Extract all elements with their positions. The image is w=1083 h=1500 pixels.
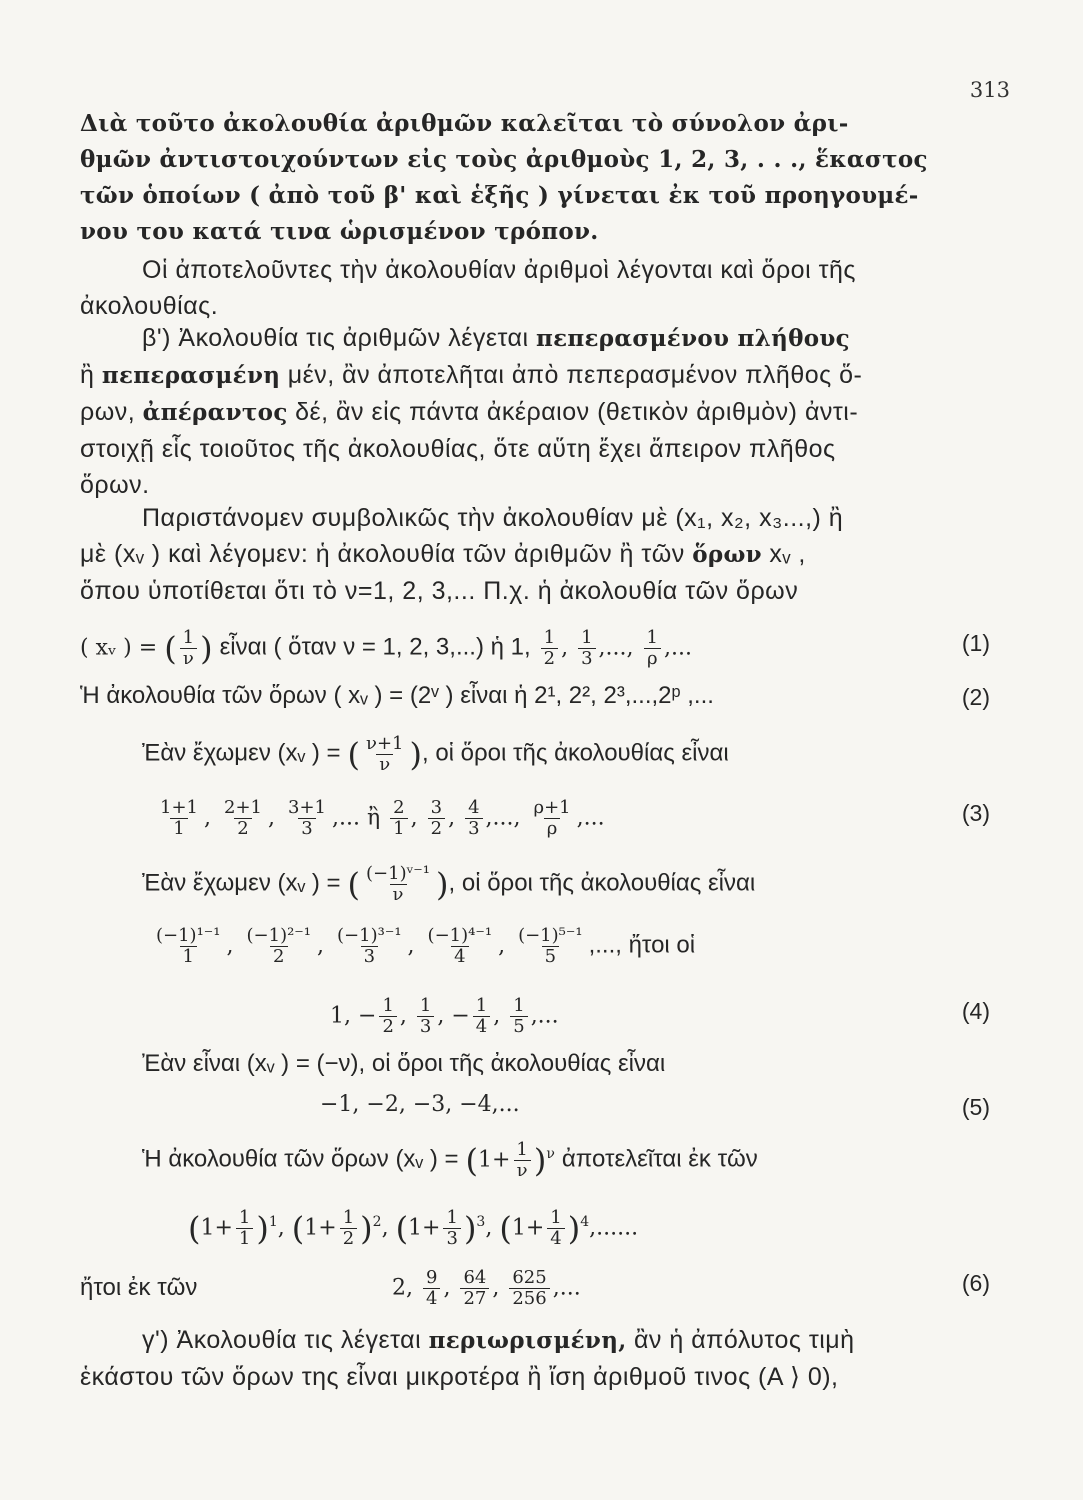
equation-number: (5) <box>961 1094 990 1120</box>
equation-number: (3) <box>961 800 990 826</box>
definition-line: νου του κατά τινα ὡρισμένον τρόπον. <box>80 218 599 245</box>
equation-4: 1, − $\frac{1}{2}$ , $\frac{1}{3}$ , − $\frac{1}{4}$ , $\frac{1}{5}$ ,... (4) <box>330 995 990 1037</box>
finite-paragraph <box>80 320 980 503</box>
equation-6-intro: Ἡ ἀκολουθία τῶν ὅρων (xᵥ ) = (1+ $\frac{1}{\nu}$ )$^\nu$ ἀποτελεῖται ἐκ τῶν <box>142 1139 758 1181</box>
equation-5-intro: Ἐὰν εἶναι (xᵥ ) = (−ν), οἱ ὅροι τῆς ἀκολουθίας εἶναι <box>142 1050 666 1077</box>
symbol-paragraph <box>80 500 980 609</box>
definition-line: τῶν ὁποίων ( ἀπὸ τοῦ β' καὶ ἑξῆς ) γίνεται ἐκ τοῦ προηγουμέ- <box>80 182 919 209</box>
equation-2: Ἡ ἀκολουθία τῶν ὅρων ( xᵥ ) = (2ᵛ ) εἶναι ἡ 2¹, 2², 2³,...,2ᵖ ,... (2) <box>80 682 990 710</box>
definition-line: Διὰ τοῦτο ἀκολουθία ἀριθμῶν καλεῖται τὸ σύνολον ἀρι- <box>80 110 849 137</box>
equation-number: (6) <box>961 1270 990 1296</box>
finite-line: στοιχῇ εἷς τοιοῦτος τῆς ἀκολουθίας, ὅτε αὕτη ἔχει ἄπειρον πλῆθος <box>80 435 836 463</box>
finite-line: ὅρων. <box>80 471 150 499</box>
symbol-line: ὅπου ὑποτίθεται ὅτι τὸ ν=1, 2, 3,... Π.χ. ἡ ἀκολουθία τῶν ὅρων <box>80 577 799 605</box>
equation-number: (2) <box>961 684 990 710</box>
equation-4-intro: Ἐὰν ἔχωμεν (xᵥ ) = ( $\frac{\text{(−1)ᵛ⁻¹}}{\nu}$ ), οἱ ὅροι τῆς ἀκολουθίας εἶναι <box>142 863 756 905</box>
terms-line: ἀκολουθίας. <box>80 292 219 320</box>
equation-4-terms: $\frac{\text{(−1)¹⁻¹}}{1}$ , $\frac{\text{(−1)²⁻¹}}{2}$ , $\frac{\text{(−1)³⁻¹}}{3}$ , $\frac{\text{(−1)⁴⁻¹}}{4}$ , $\frac{\text{(−1)⁵⁻¹}}{5}$ ,..., ἤτοι οἱ <box>156 925 696 967</box>
equation-number: (1) <box>961 630 990 656</box>
equation-6: ἤτοι ἐκ τῶν 2, $\frac{9}{4}$ , $\frac{64}{27}$ , $\frac{625}{256}$ ,... (6) <box>80 1267 990 1309</box>
terms-line: Οἱ ἀποτελοῦντες τὴν ἀκολουθίαν ἀριθμοὶ λέγονται καὶ ὅροι τῆς <box>142 256 856 284</box>
equation-1: ( xᵥ ) = ( $\frac{1}{\nu}$ ) εἶναι ( ὅταν ν = 1, 2, 3,...) ἡ 1, $\frac{1}{2}$ , $\frac{1}{3}$ ,..., $\frac{1}{\rho}$ ,... (1) <box>80 627 990 669</box>
equation-5: −1, −2, −3, −4,... (5) <box>320 1092 990 1120</box>
finite-line: β') Ἀκολουθία τις ἀριθμῶν λέγεται πεπερασμένου πλήθους <box>142 324 850 352</box>
equation-number: (4) <box>961 998 990 1024</box>
terms-paragraph <box>80 252 980 324</box>
finite-line: ἢ πεπερασμένη μέν, ἂν ἀποτελῆται ἀπὸ πεπερασμένον πλῆθος ὅ- <box>80 361 863 389</box>
page-number: 313 <box>969 78 1010 102</box>
bounded-paragraph <box>80 1322 980 1395</box>
finite-line: ρων, ἀπέραντος δέ, ἂν εἰς πάντα ἀκέραιον (θετικὸν ἀριθμὸν) ἀντι- <box>80 398 859 426</box>
symbol-line: Παριστάνομεν συμβολικῶς τὴν ἀκολουθίαν μὲ (x₁, x₂, x₃...,) ἢ <box>142 504 844 532</box>
symbol-line: μὲ (xᵥ ) καὶ λέγομεν: ἡ ἀκολουθία τῶν ἀριθμῶν ἢ τῶν ὅρων xᵥ , <box>80 540 806 568</box>
bounded-line: ἑκάστου τῶν ὅρων της εἶναι μικροτέρα ἢ ἴση ἀριθμοῦ τινος (A ⟩ 0), <box>80 1363 839 1391</box>
bounded-line: γ') Ἀκολουθία τις λέγεται περιωρισμένη, ἂν ἡ ἀπόλυτος τιμὴ <box>142 1326 855 1354</box>
definition-paragraph <box>80 106 980 250</box>
equation-3-intro: Ἐὰν ἔχωμεν (xᵥ ) = ( $\frac{\nu+1}{\nu}$ ), οἱ ὅροι τῆς ἀκολουθίας εἶναι <box>142 733 729 775</box>
definition-line: θμῶν ἀντιστοιχούντων εἰς τοὺς ἀριθμοὺς 1, 2, 3, . . ., ἕκαστος <box>80 146 928 173</box>
textbook-page <box>80 0 1010 1500</box>
equation-6-terms: (1+ $\frac{1}{1}$ )$^1$, (1+ $\frac{1}{2}$ )$^2$, (1+ $\frac{1}{3}$ )$^3$, (1+ $\frac{1}{4}$ )$^4$,...... <box>188 1207 639 1249</box>
equation-3: $\frac{1+1}{1}$ , $\frac{2+1}{2}$ , $\frac{3+1}{3}$ ,... ἢ $\frac{2}{1}$ , $\frac{3}{2}$ , $\frac{4}{3}$ ,..., $\frac{\rho+1}{\rho}$ ,... (3) <box>160 797 990 839</box>
